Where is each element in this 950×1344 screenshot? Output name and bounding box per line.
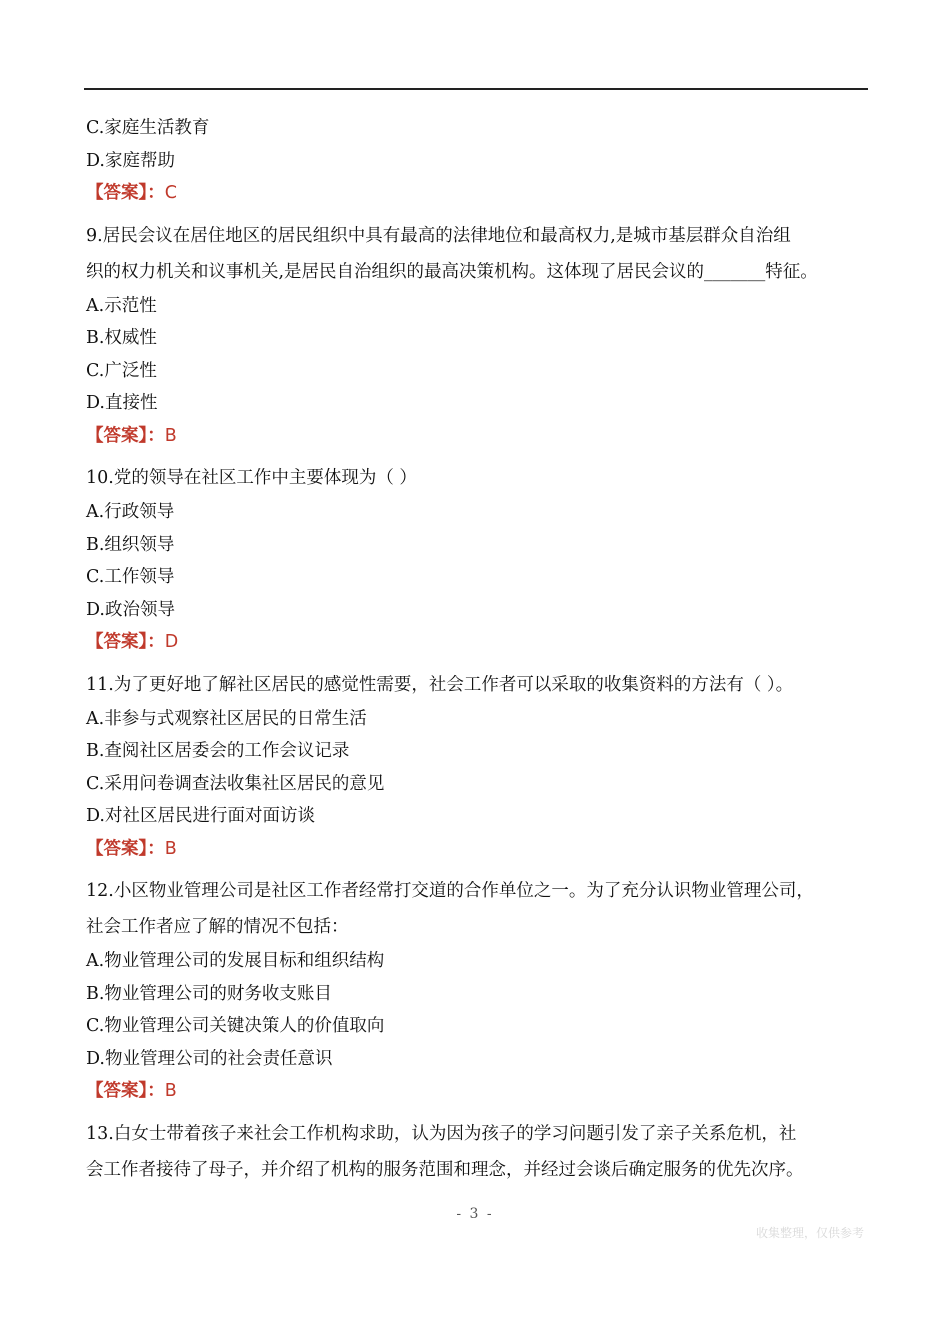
answer-key-label: 【答案】： (86, 425, 165, 446)
option-a: A.行政领导 (86, 502, 175, 522)
stem-line: 9.居民会议在居住地区的居民组织中具有最高的法律地位和最高权力,是城市基层群众自治组 (86, 225, 791, 246)
answer-key-label: 【答案】： (86, 838, 165, 859)
stem-line: 13.白女士带着孩子来社会工作机构求助，认为因为孩子的学习问题引发了亲子关系危机，社 (86, 1123, 797, 1144)
question-stem (86, 667, 876, 703)
stem-line: 11.为了更好地了解社区居民的感觉性需要，社会工作者可以采取的收集资料的方法有（ ）。 (86, 674, 794, 695)
question-stem (86, 873, 876, 945)
answer-value: C (164, 183, 177, 203)
continued-question (86, 112, 876, 210)
document-body (86, 112, 876, 1188)
question-13 (86, 1116, 876, 1188)
option-a: A.物业管理公司的发展目标和组织结构 (86, 951, 385, 971)
stem-line: 织的权力机关和议事机关,是居民自治组织的最高决策机构。这体现了居民会议的_______特征。 (86, 261, 818, 282)
option-b: B.物业管理公司的财务收支账目 (86, 983, 332, 1004)
option-b: B.权威性 (86, 328, 157, 348)
question-stem (86, 1116, 876, 1188)
option-c: C.家庭生活教育 (86, 118, 210, 138)
answer-value: D (164, 632, 179, 652)
stem-line: 会工作者接待了母子，并介绍了机构的服务范围和理念，并经过会谈后确定服务的优先次序。 (86, 1159, 804, 1180)
option-c: C.广泛性 (86, 360, 157, 381)
answer-line (86, 1075, 876, 1108)
question-stem (86, 218, 876, 290)
answer-key-label: 【答案】： (86, 1081, 165, 1101)
stem-line: 12.小区物业管理公司是社区工作者经常打交道的合作单位之一。为了充分认识物业管理公司， (86, 881, 814, 901)
stem-line: 10.党的领导在社区工作中主要体现为（ ） (86, 468, 417, 488)
option-d: D.家庭帮助 (86, 150, 175, 171)
header-rule (84, 88, 868, 90)
footer-note: 收集整理，仅供参考 (755, 1226, 864, 1240)
option-c: C.采用问卷调查法收集社区居民的意见 (86, 773, 385, 794)
question-10 (86, 460, 876, 659)
option-d: D.物业管理公司的社会责任意识 (86, 1048, 333, 1069)
answer-value: B (164, 1081, 177, 1101)
question-11 (86, 667, 876, 866)
option-d: D.直接性 (86, 393, 158, 413)
answer-line (86, 177, 876, 210)
answer-line (86, 833, 876, 866)
question-stem (86, 460, 876, 496)
answer-line (86, 420, 876, 453)
stem-line: 社会工作者应了解的情况不包括： (86, 917, 349, 937)
answer-value: B (164, 425, 177, 446)
option-a: A.示范性 (86, 295, 157, 316)
option-a: A.非参与式观察社区居民的日常生活 (86, 708, 367, 729)
option-d: D.对社区居民进行面对面访谈 (86, 806, 315, 826)
question-9 (86, 218, 876, 453)
answer-value: B (164, 838, 177, 859)
option-b: B.查阅社区居委会的工作会议记录 (86, 741, 350, 761)
question-12 (86, 873, 876, 1108)
option-b: B.组织领导 (86, 534, 175, 555)
answer-line (86, 626, 876, 659)
option-c: C.工作领导 (86, 567, 175, 587)
option-d: D.政治领导 (86, 599, 175, 620)
answer-key-label: 【答案】： (86, 183, 165, 203)
option-c: C.物业管理公司关键决策人的价值取向 (86, 1016, 385, 1036)
page-number: - 3 - (456, 1206, 494, 1222)
answer-key-label: 【答案】： (86, 632, 165, 652)
